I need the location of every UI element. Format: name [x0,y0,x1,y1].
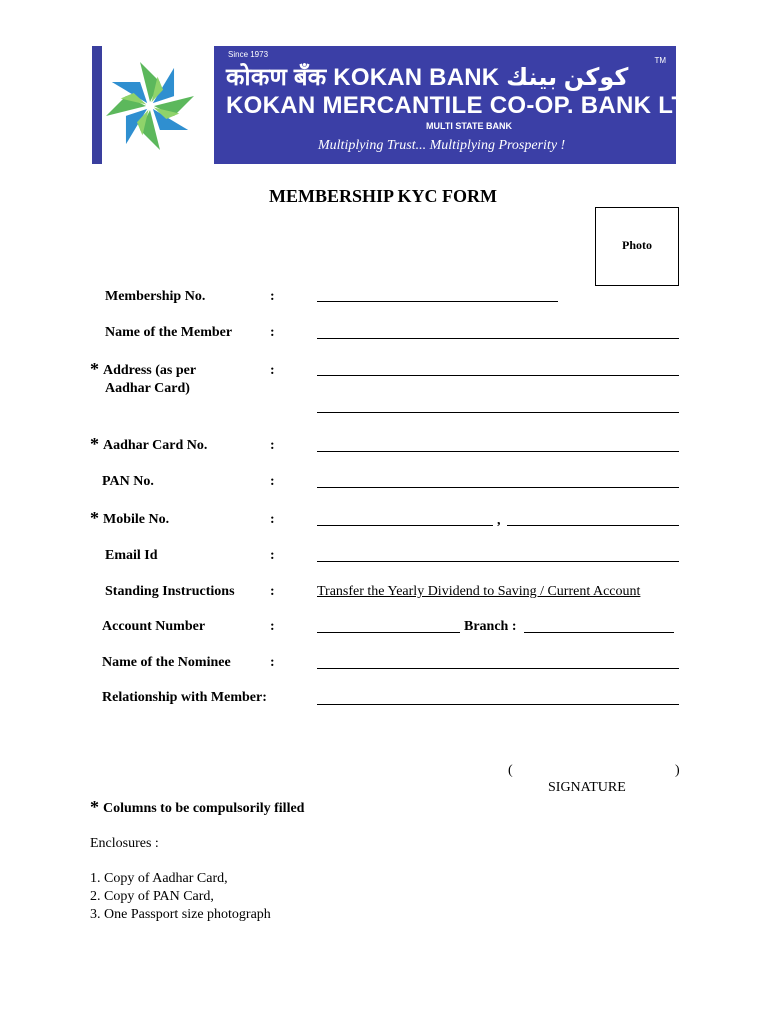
form-title: MEMBERSHIP KYC FORM [269,186,497,206]
trademark: TM [654,56,666,65]
star-logo-icon [102,46,214,164]
enclosures-title: Enclosures : [90,836,159,851]
mobile-field-1[interactable] [317,525,493,526]
colon: : [270,548,275,563]
mobile-field-2[interactable] [507,525,679,526]
address-label-line1: Address (as per [103,363,197,378]
signature-close-paren: ) [675,763,680,778]
colon: : [270,289,275,304]
email-field[interactable] [317,561,679,562]
required-mark: * [90,434,99,454]
standing-instructions-value: Transfer the Yearly Dividend to Saving / Current Account [317,584,641,599]
member-name-label: Name of the Member [105,325,233,340]
colon: : [270,655,275,670]
bank-full-name: KOKAN MERCANTILE CO-OP. BANK LTD. [226,92,712,119]
colon: : [270,512,275,527]
account-number-label: Account Number [102,619,206,634]
pan-field[interactable] [317,487,679,488]
since-text: Since 1973 [228,50,269,59]
nominee-field[interactable] [317,668,679,669]
banner-text-panel [214,46,712,164]
colon: : [270,474,275,489]
colon: : [270,325,275,340]
mobile-label: Mobile No. [103,512,170,527]
required-mark: * [90,797,99,817]
signature-open-paren: ( [508,763,513,778]
address-field-line2[interactable] [317,412,679,413]
enclosure-item: 2. Copy of PAN Card, [90,889,214,904]
membership-no-label: Membership No. [105,289,206,304]
branch-label: Branch : [464,619,517,634]
enclosure-item: 3. One Passport size photograph [90,907,271,922]
address-label-line2: Aadhar Card) [105,381,190,396]
colon: : [270,438,275,453]
branch-field[interactable] [524,632,674,633]
relationship-field[interactable] [317,704,679,705]
account-number-field[interactable] [317,632,460,633]
mobile-separator: , [497,513,501,528]
member-name-field[interactable] [317,338,679,339]
nominee-label: Name of the Nominee [102,655,231,670]
bank-name-multilingual: कोकण बँक KOKAN BANK كوكن بينك [226,64,629,91]
address-field-line1[interactable] [317,375,679,376]
photo-box[interactable] [595,207,679,286]
aadhar-label: Aadhar Card No. [103,438,208,453]
required-mark: * [90,508,99,528]
pan-label: PAN No. [102,474,154,489]
standing-instructions-label: Standing Instructions [105,584,235,599]
compulsory-note: Columns to be compulsorily filled [103,801,305,816]
colon: : [270,584,275,599]
bank-banner [92,46,712,164]
bank-type: MULTI STATE BANK [426,121,512,131]
signature-label: SIGNATURE [548,780,626,795]
required-mark: * [90,359,99,379]
bank-tagline: Multiplying Trust... Multiplying Prosperity ! [318,138,566,153]
enclosure-item: 1. Copy of Aadhar Card, [90,871,228,886]
bank-logo [92,46,214,164]
colon: : [270,363,275,378]
membership-no-field[interactable] [317,301,558,302]
colon: : [270,619,275,634]
aadhar-field[interactable] [317,451,679,452]
relationship-label: Relationship with Member: [102,690,267,705]
email-label: Email Id [105,548,158,563]
photo-label: Photo [622,238,652,252]
